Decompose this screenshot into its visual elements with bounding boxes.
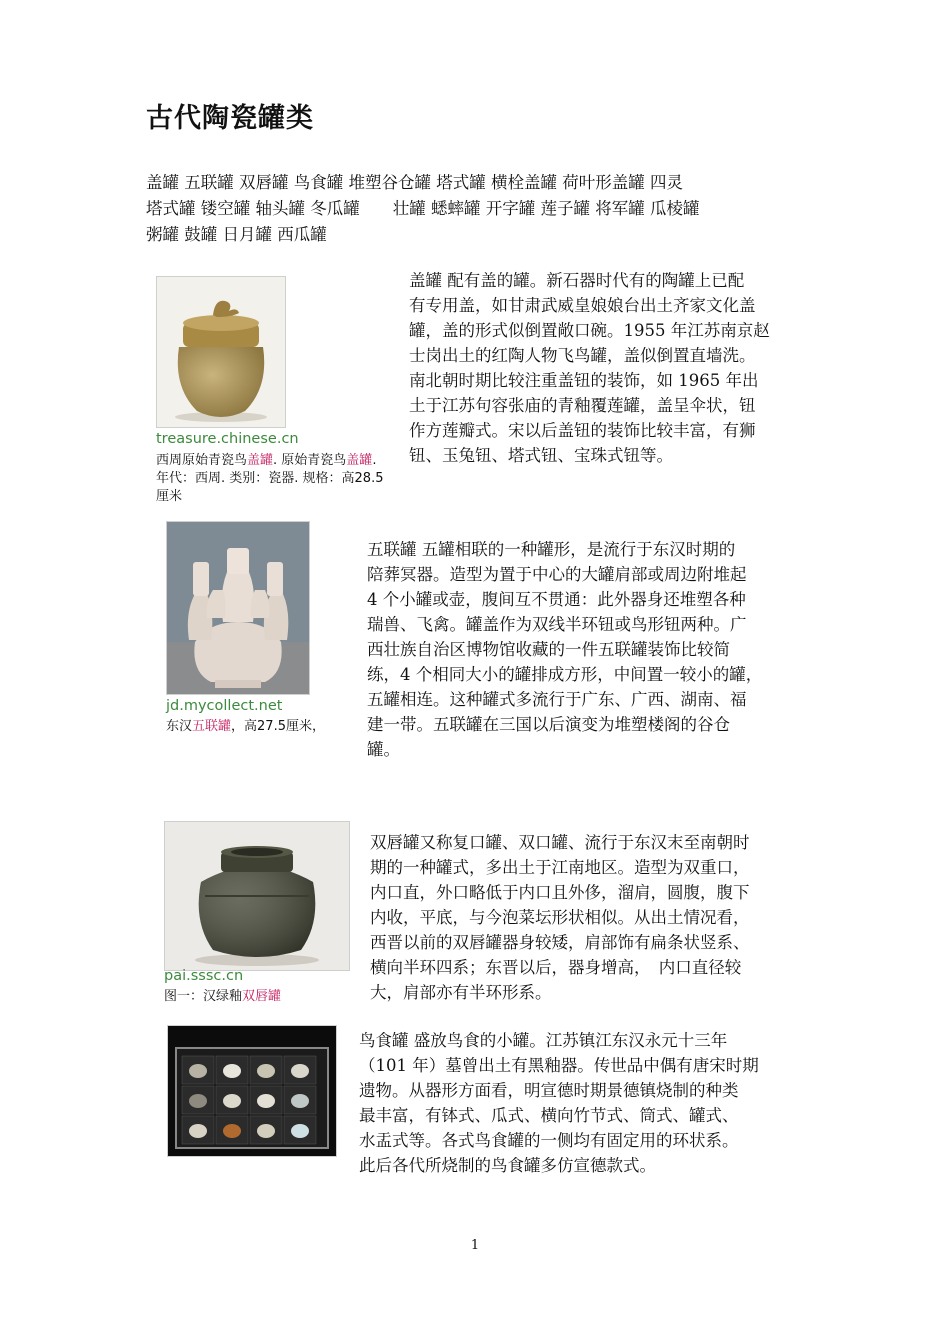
caption-text: . 原始青瓷鸟 xyxy=(273,453,347,468)
caption-text: 图一：汉绿釉 xyxy=(164,989,243,1004)
text-line: 横向半环四系；东晋以后，器身增高， 内口直径较 xyxy=(370,958,742,977)
page-number: 1 xyxy=(470,1238,480,1253)
text-line: 西壮族自治区博物馆收藏的一件五联罐装饰比较简 xyxy=(367,640,730,659)
text-line: 内口直，外口略低于内口且外侈，溜肩，圆腹，腹下 xyxy=(370,883,750,902)
bird-feeder-jar-description xyxy=(359,1028,819,1178)
text-line: 西晋以前的双唇罐器身较矮，肩部饰有扁条状竖系、 xyxy=(370,933,750,952)
image-caption xyxy=(156,452,391,506)
jar-type-line: 粥罐 鼓罐 日月罐 西瓜罐 xyxy=(146,225,327,244)
image-source-link[interactable]: jd.mycollect.net xyxy=(166,698,283,714)
caption-text: 东汉 xyxy=(166,719,193,734)
text-line: 鸟食罐 盛放鸟食的小罐。江苏镇江东汉永元十三年 xyxy=(359,1031,728,1050)
text-line: 盖罐 配有盖的罐。新石器时代有的陶罐上已配 xyxy=(409,271,745,290)
double-lip-jar-description xyxy=(370,830,820,1005)
text-line: 士岗出土的红陶人物飞鸟罐，盖似倒置直墙洗。 xyxy=(409,346,756,365)
text-line: 瑞兽、飞禽。罐盖作为双线半环钮或鸟形钮两种。广 xyxy=(367,615,747,634)
text-line: 大，肩部亦有半环形系。 xyxy=(370,983,552,1002)
caption-highlight[interactable]: 双唇罐 xyxy=(242,989,282,1004)
covered-jar-photo xyxy=(156,276,286,428)
caption-text: ，高27.5厘米， xyxy=(231,719,325,734)
text-line: 4 个小罐或壶，腹间互不贯通：此外器身还堆塑各种 xyxy=(367,590,746,609)
text-line: 五联罐 五罐相联的一种罐形，是流行于东汉时期的 xyxy=(367,540,736,559)
text-line: 最丰富，有钵式、瓜式、横向竹节式、筒式、罐式、 xyxy=(359,1106,739,1125)
text-line: （101 年）墓曾出土有黑釉器。传世品中偶有唐宋时期 xyxy=(359,1056,759,1075)
text-line: 钮、玉兔钮、塔式钮、宝珠式钮等。 xyxy=(409,446,673,465)
text-line: 建一带。五联罐在三国以后演变为堆塑楼阁的谷仓 xyxy=(367,715,730,734)
text-line: 双唇罐又称复口罐、双口罐、流行于东汉末至南朝时 xyxy=(370,833,750,852)
text-line: 水盂式等。各式鸟食罐的一侧均有固定用的环状系。 xyxy=(359,1131,739,1150)
text-line: 罐。 xyxy=(367,740,400,759)
five-linked-jar-description xyxy=(367,537,817,762)
image-caption xyxy=(166,718,366,736)
text-line: 此后各代所烧制的鸟食罐多仿宣德款式。 xyxy=(359,1156,656,1175)
text-line: 期的一种罐式，多出土于江南地区。造型为双重口， xyxy=(370,858,750,877)
caption-highlight[interactable]: 五联罐 xyxy=(192,719,232,734)
text-line: 内收，平底，与今泡菜坛形状相似。从出土情况看， xyxy=(370,908,750,927)
text-line: 作方莲瓣式。宋以后盖钮的装饰比较丰富，有狮 xyxy=(409,421,756,440)
page-title: 古代陶瓷罐类 xyxy=(146,103,314,134)
double-lip-jar-photo xyxy=(164,821,350,971)
text-line: 练，4 个相同大小的罐排成方形，中间置一较小的罐， xyxy=(367,665,763,684)
text-line: 五罐相连。这种罐式多流行于广东、广西、湖南、福 xyxy=(367,690,747,709)
text-line: 遗物。从器形方面看，明宣德时期景德镇烧制的种类 xyxy=(359,1081,739,1100)
text-line: 土于江苏句容张庙的青釉覆莲罐，盖呈伞状，钮 xyxy=(409,396,756,415)
caption-text: . 年代：西周. 类别：瓷器. 规格：高28.5厘米 xyxy=(156,453,384,504)
five-linked-jar-photo xyxy=(166,521,310,695)
bird-feeder-jar-photo xyxy=(167,1025,337,1157)
caption-highlight[interactable]: 盖罐 xyxy=(346,453,373,468)
jar-type-list xyxy=(146,170,821,248)
text-line: 陪葬冥器。造型为置于中心的大罐肩部或周边附堆起 xyxy=(367,565,747,584)
covered-jar-description xyxy=(409,268,819,468)
jar-type-line: 盖罐 五联罐 双唇罐 鸟食罐 堆塑谷仓罐 塔式罐 横栓盖罐 荷叶形盖罐 四灵 xyxy=(146,173,683,192)
text-line: 南北朝时期比较注重盖钮的装饰，如 1965 年出 xyxy=(409,371,759,390)
image-source-link[interactable]: pai.sssc.cn xyxy=(164,968,244,984)
image-source-link[interactable]: treasure.chinese.cn xyxy=(156,431,299,447)
text-line: 罐，盖的形式似倒置敞口碗。1955 年江苏南京赵 xyxy=(409,321,770,340)
jar-type-line: 塔式罐 镂空罐 轴头罐 冬瓜罐 壮罐 蟋蟀罐 开字罐 莲子罐 将军罐 瓜棱罐 xyxy=(146,199,700,218)
text-line: 有专用盖，如甘肃武威皇娘娘台出土齐家文化盖 xyxy=(409,296,756,315)
caption-text: 西周原始青瓷鸟 xyxy=(156,453,248,468)
image-caption xyxy=(164,988,354,1006)
caption-highlight[interactable]: 盖罐 xyxy=(247,453,274,468)
